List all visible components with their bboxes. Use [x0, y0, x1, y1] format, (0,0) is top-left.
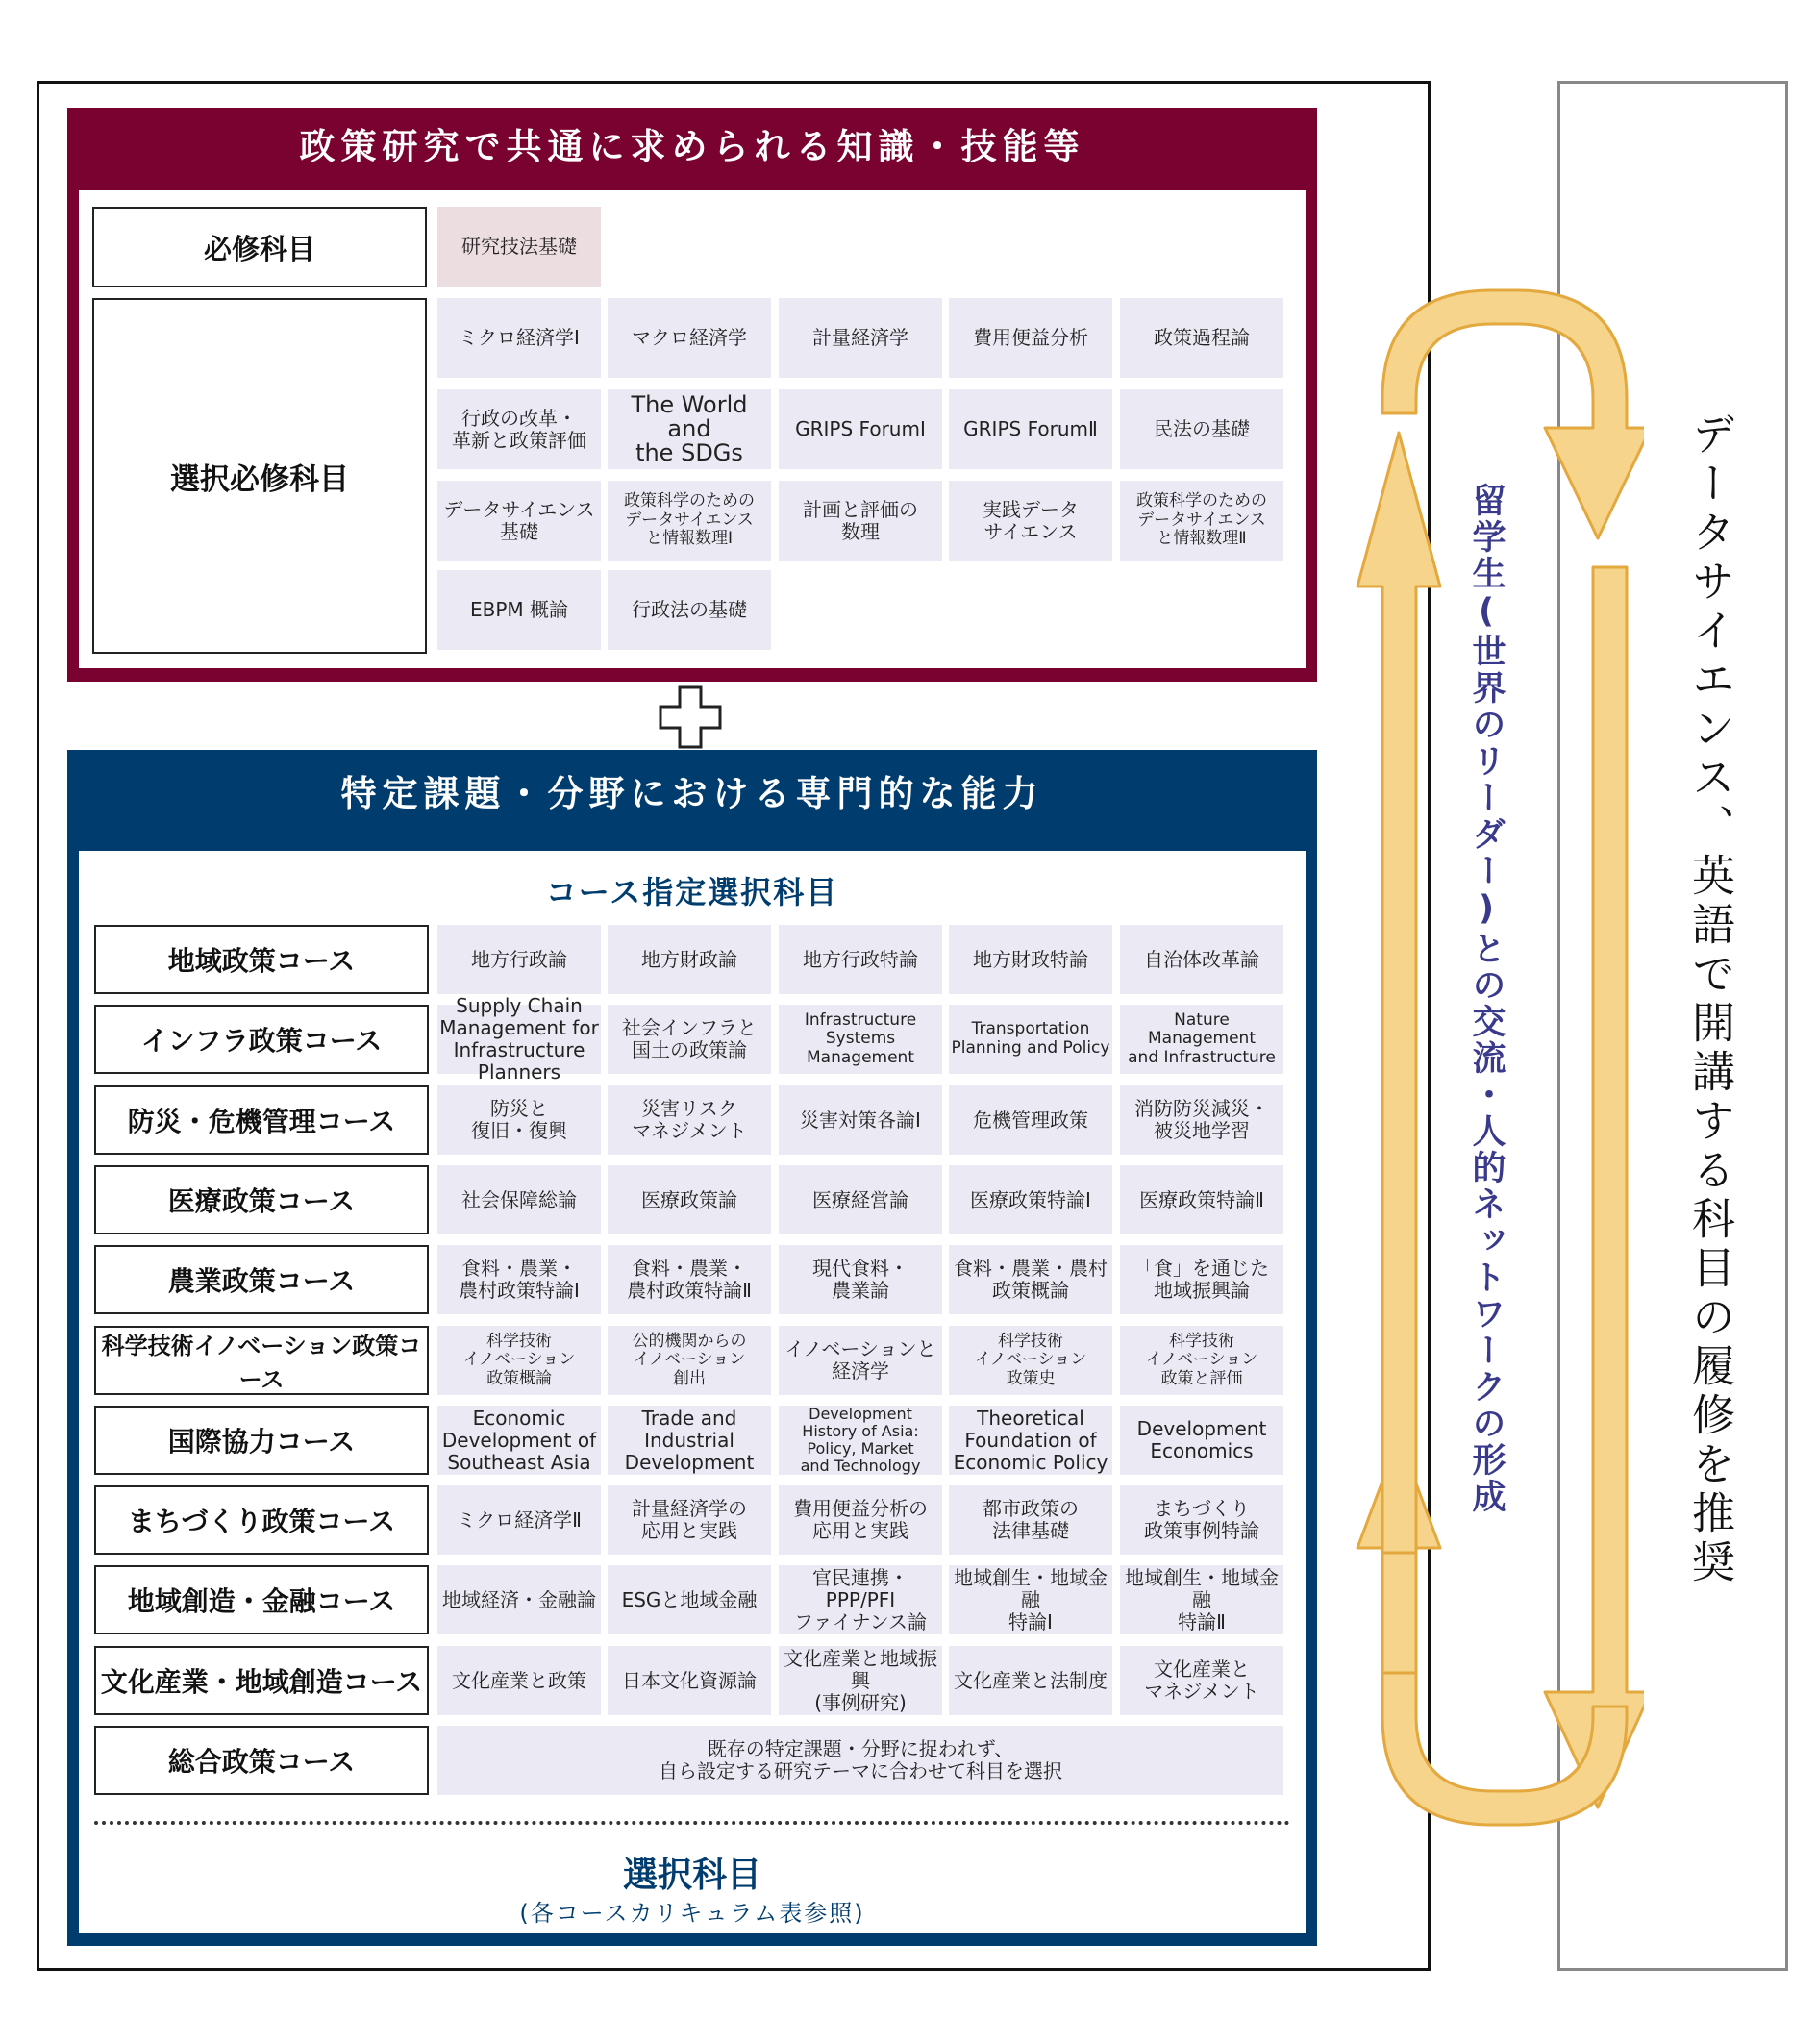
course-subject: Development Economics	[1120, 1406, 1283, 1475]
course-subject: まちづくり 政策事例特論	[1120, 1485, 1283, 1555]
required-course: 研究技法基礎	[437, 207, 601, 287]
selective-required-course: 政策科学のための データサイエンス と情報数理Ⅰ	[608, 481, 771, 561]
course-label: 医療政策コース	[94, 1165, 429, 1234]
course-subject: 現代食料・ 農業論	[779, 1245, 942, 1314]
course-subject: Economic Development of Southeast Asia	[437, 1406, 601, 1475]
selective-required-course: ミクロ経済学Ⅰ	[437, 298, 601, 378]
course-subject: 自治体改革論	[1120, 925, 1283, 994]
course-subject: 社会インフラと 国土の政策論	[608, 1005, 771, 1074]
course-subject: 地方行政論	[437, 925, 601, 994]
course-subject: 医療経営論	[779, 1165, 942, 1234]
course-subject: 科学技術 イノベーション 政策史	[949, 1326, 1112, 1395]
course-subject: Infrastructure Systems Management	[779, 1005, 942, 1074]
course-subject: 官民連携・PPP/PFI ファイナンス論	[779, 1565, 942, 1634]
course-subject: Transportation Planning and Policy	[949, 1005, 1112, 1074]
selective-required-course: マクロ経済学	[608, 298, 771, 378]
course-designated-heading: コース指定選択科目	[545, 874, 839, 910]
course-subject: 地方行政特論	[779, 925, 942, 994]
course-label: 農業政策コース	[94, 1245, 429, 1314]
course-subject: 地方財政論	[608, 925, 771, 994]
course-subject: 文化産業と マネジメント	[1120, 1646, 1283, 1715]
course-subject: 都市政策の 法律基礎	[949, 1485, 1112, 1555]
course-subject: 医療政策論	[608, 1165, 771, 1234]
course-subject: 社会保障総論	[437, 1165, 601, 1234]
course-subject: 科学技術 イノベーション 政策概論	[437, 1326, 601, 1395]
course-subject: 公的機関からの イノベーション 創出	[608, 1326, 771, 1395]
course-subject: Development History of Asia: Policy, Market and Technology	[779, 1406, 942, 1475]
exchange-network-text: 留学生(世界のリーダー)との交流・人的ネットワークの形成	[1467, 483, 1506, 1515]
course-label: 文化産業・地域創造コース	[94, 1646, 429, 1715]
course-subject: ESGと地域金融	[608, 1565, 771, 1634]
dotted-divider	[94, 1821, 1290, 1825]
selective-required-course: The World and the SDGs	[608, 389, 771, 469]
selective-required-course: 民法の基礎	[1120, 389, 1283, 469]
recommend-text: データサイエンス、英語で開講する科目の履修を推奨	[1684, 411, 1735, 1588]
course-subject: 医療政策特論Ⅱ	[1120, 1165, 1283, 1234]
selective-required-course: GRIPS ForumⅡ	[949, 389, 1112, 469]
course-subject: 食料・農業・ 農村政策特論Ⅰ	[437, 1245, 601, 1314]
course-subject: Trade and Industrial Development	[608, 1406, 771, 1475]
selective-required-course: GRIPS ForumⅠ	[779, 389, 942, 469]
selective-required-course: 計画と評価の 数理	[779, 481, 942, 561]
course-subject: 文化産業と地域振興 (事例研究)	[779, 1646, 942, 1715]
course-subject: 食料・農業・ 農村政策特論Ⅱ	[608, 1245, 771, 1314]
selective-required-course: データサイエンス 基礎	[437, 481, 601, 561]
course-label: 科学技術イノベーション政策コース	[94, 1326, 429, 1395]
course-label: インフラ政策コース	[94, 1005, 429, 1074]
course-subject: Theoretical Foundation of Economic Policy	[949, 1406, 1112, 1475]
selective-required-course: EBPM 概論	[437, 570, 601, 650]
course-subject: 日本文化資源論	[608, 1646, 771, 1715]
course-subject: 災害対策各論Ⅰ	[779, 1085, 942, 1155]
course-subject: 消防防災減災・ 被災地学習	[1120, 1085, 1283, 1155]
course-subject: 災害リスク マネジメント	[608, 1085, 771, 1155]
course-subject: 既存の特定課題・分野に捉われず、 自ら設定する研究テーマに合わせて科目を選択	[437, 1726, 1283, 1795]
course-subject: 計量経済学の 応用と実践	[608, 1485, 771, 1555]
course-subject: 医療政策特論Ⅰ	[949, 1165, 1112, 1234]
course-subject: 危機管理政策	[949, 1085, 1112, 1155]
selective-required-course: 行政法の基礎	[608, 570, 771, 650]
elective-subtitle: (各コースカリキュラム表参照)	[519, 1900, 865, 1927]
course-label: まちづくり政策コース	[94, 1485, 429, 1555]
course-subject: 地方財政特論	[949, 925, 1112, 994]
course-label: 地域創造・金融コース	[94, 1565, 429, 1634]
course-label: 防災・危機管理コース	[94, 1085, 429, 1155]
course-subject: 地域経済・金融論	[437, 1565, 601, 1634]
plus-icon	[659, 685, 722, 749]
course-subject: ミクロ経済学Ⅱ	[437, 1485, 601, 1555]
course-subject: 食料・農業・農村 政策概論	[949, 1245, 1112, 1314]
course-subject: 「食」を通じた 地域振興論	[1120, 1245, 1283, 1314]
course-subject: Nature Management and Infrastructure	[1120, 1005, 1283, 1074]
course-label: 国際協力コース	[94, 1406, 429, 1475]
course-subject: 科学技術 イノベーション 政策と評価	[1120, 1326, 1283, 1395]
elective-title: 選択科目	[622, 1856, 761, 1895]
specialized-title: 特定課題・分野における専門的な能力	[340, 773, 1044, 814]
selective-required-course: 行政の改革・ 革新と政策評価	[437, 389, 601, 469]
selective-required-course: 実践データ サイエンス	[949, 481, 1112, 561]
required-label: 必修科目	[92, 207, 427, 287]
selective-required-course: 政策科学のための データサイエンス と情報数理Ⅱ	[1120, 481, 1283, 561]
selective-required-course: 計量経済学	[779, 298, 942, 378]
course-label: 地域政策コース	[94, 925, 429, 994]
course-label: 総合政策コース	[94, 1726, 429, 1795]
course-subject: 文化産業と政策	[437, 1646, 601, 1715]
selective-required-label: 選択必修科目	[92, 298, 427, 654]
course-subject: 地域創生・地域金融 特論Ⅰ	[949, 1565, 1112, 1634]
selective-required-course: 費用便益分析	[949, 298, 1112, 378]
course-subject: 費用便益分析の 応用と実践	[779, 1485, 942, 1555]
course-subject: 文化産業と法制度	[949, 1646, 1112, 1715]
selective-required-course: 政策過程論	[1120, 298, 1283, 378]
course-subject: Supply Chain Management for Infrastructure Planners	[437, 1005, 601, 1074]
course-subject: 地域創生・地域金融 特論Ⅱ	[1120, 1565, 1283, 1634]
common-knowledge-title: 政策研究で共通に求められる知識・技能等	[299, 126, 1085, 167]
course-subject: 防災と 復旧・復興	[437, 1085, 601, 1155]
course-subject: イノベーションと 経済学	[779, 1326, 942, 1395]
